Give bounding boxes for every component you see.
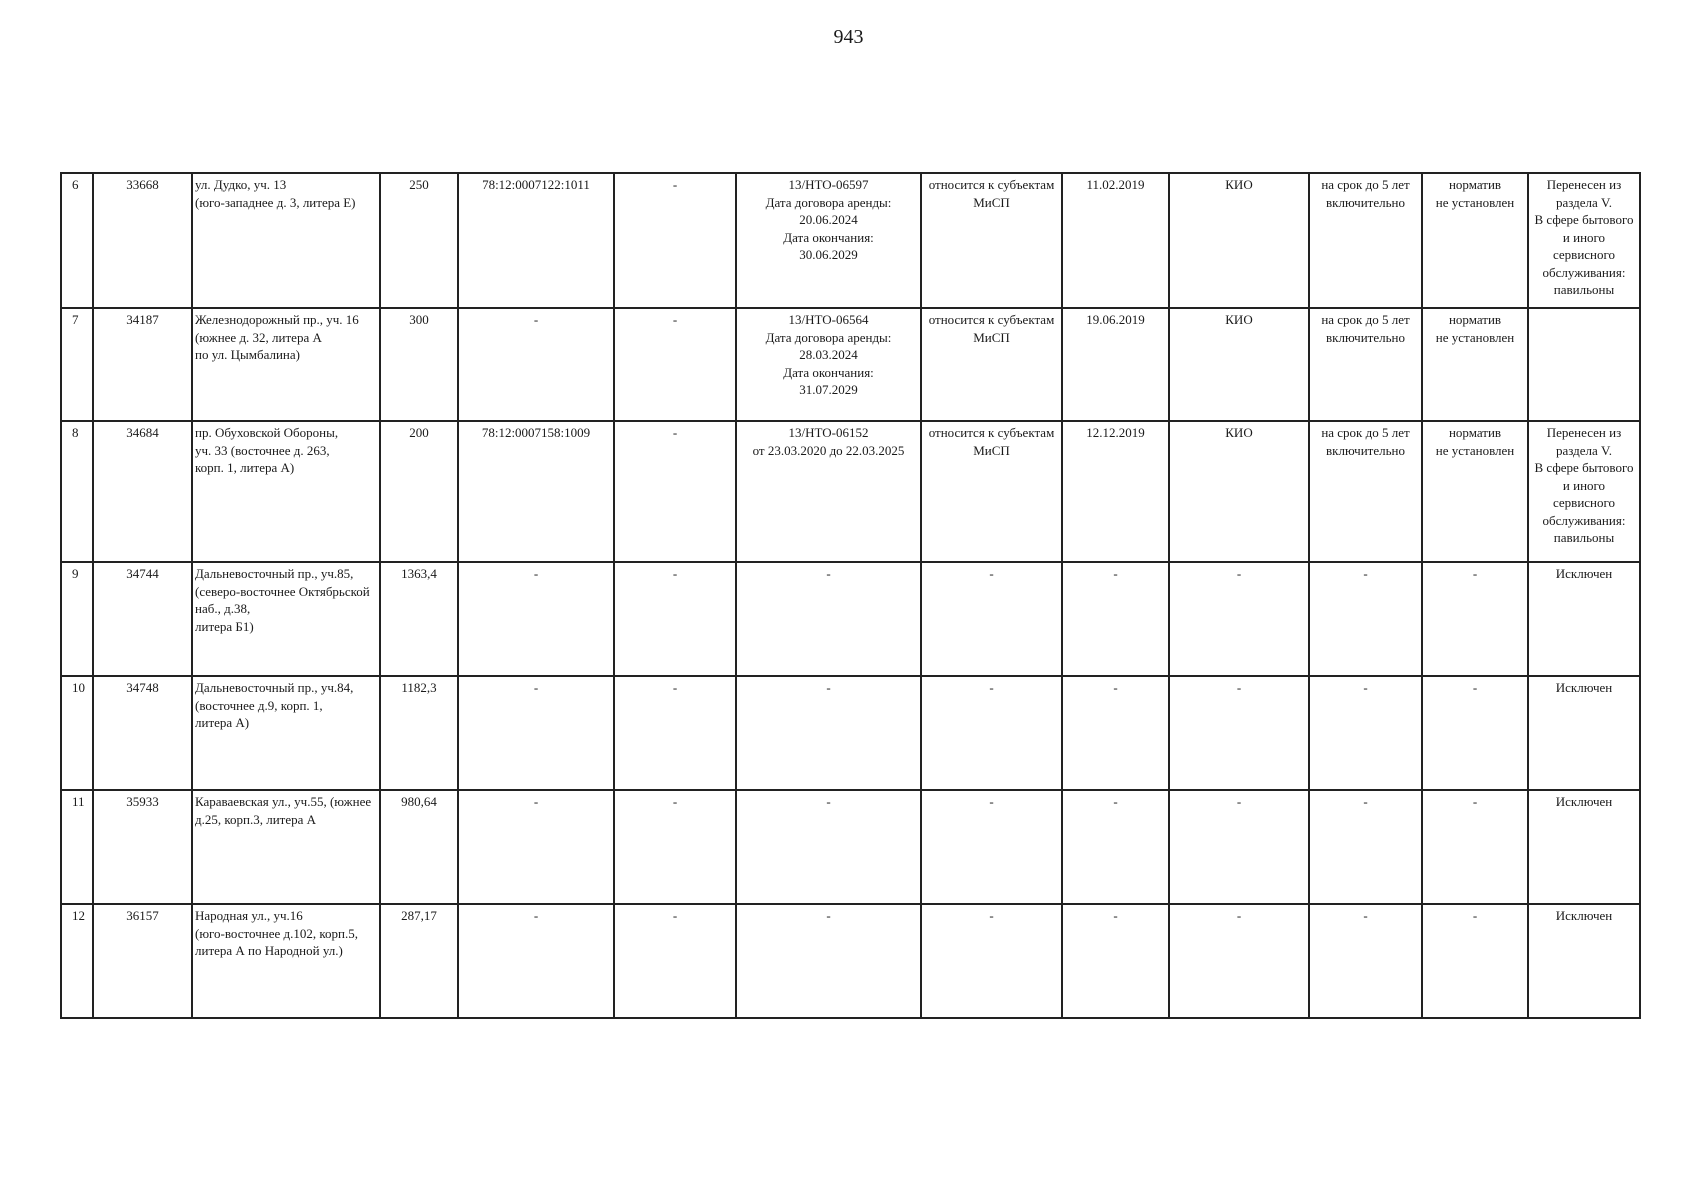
authority: - xyxy=(1169,676,1309,790)
norm: - xyxy=(1422,904,1528,1018)
object-address: пр. Обуховской Обороны, уч. 33 (восточнее д. 263, корп. 1, литера А) xyxy=(192,421,380,562)
cadastral-number: - xyxy=(458,308,614,421)
table-row xyxy=(61,421,1640,562)
object-area: 250 xyxy=(380,173,458,308)
object-code: 33668 xyxy=(93,173,192,308)
business-category: относится к субъектам МиСП xyxy=(921,308,1062,421)
table-row xyxy=(61,676,1640,790)
row-number: 12 xyxy=(61,904,93,1018)
row-number: 9 xyxy=(61,562,93,676)
cadastral-number: - xyxy=(458,790,614,904)
placement-term: - xyxy=(1309,790,1422,904)
column-6-value: - xyxy=(614,308,736,421)
business-category: относится к субъектам МиСП xyxy=(921,173,1062,308)
lease-contract: 13/НТО-06152 от 23.03.2020 до 22.03.2025 xyxy=(736,421,921,562)
inclusion-date: - xyxy=(1062,676,1169,790)
authority: - xyxy=(1169,904,1309,1018)
table-row xyxy=(61,308,1640,421)
cadastral-number: - xyxy=(458,676,614,790)
table-row xyxy=(61,790,1640,904)
column-6-value: - xyxy=(614,790,736,904)
table-row xyxy=(61,562,1640,676)
lease-contract: 13/НТО-06597 Дата договора аренды: 20.06.2024 Дата окончания: 30.06.2029 xyxy=(736,173,921,308)
cadastral-number: 78:12:0007122:1011 xyxy=(458,173,614,308)
row-number: 10 xyxy=(61,676,93,790)
note: Исключен xyxy=(1528,562,1640,676)
row-number: 8 xyxy=(61,421,93,562)
inclusion-date: - xyxy=(1062,562,1169,676)
placement-term: на срок до 5 лет включительно xyxy=(1309,421,1422,562)
cadastral-number: - xyxy=(458,904,614,1018)
column-6-value: - xyxy=(614,562,736,676)
table-row xyxy=(61,173,1640,308)
object-address: Дальневосточный пр., уч.85, (северо-восточнее Октябрьской наб., д.38, литера Б1) xyxy=(192,562,380,676)
object-code: 34748 xyxy=(93,676,192,790)
cadastral-number: 78:12:0007158:1009 xyxy=(458,421,614,562)
object-address: Народная ул., уч.16 (юго-восточнее д.102, корп.5, литера А по Народной ул.) xyxy=(192,904,380,1018)
object-code: 34684 xyxy=(93,421,192,562)
object-area: 300 xyxy=(380,308,458,421)
lease-contract: - xyxy=(736,904,921,1018)
note: Перенесен из раздела V. В сфере бытового и иного сервисного обслуживания: павильоны xyxy=(1528,173,1640,308)
object-area: 287,17 xyxy=(380,904,458,1018)
column-6-value: - xyxy=(614,676,736,790)
business-category: относится к субъектам МиСП xyxy=(921,421,1062,562)
placement-term: - xyxy=(1309,676,1422,790)
registry-body xyxy=(61,173,1640,1018)
business-category: - xyxy=(921,562,1062,676)
row-number: 6 xyxy=(61,173,93,308)
cadastral-number: - xyxy=(458,562,614,676)
note: Исключен xyxy=(1528,904,1640,1018)
business-category: - xyxy=(921,676,1062,790)
inclusion-date: 12.12.2019 xyxy=(1062,421,1169,562)
placement-term: на срок до 5 лет включительно xyxy=(1309,308,1422,421)
object-area: 1182,3 xyxy=(380,676,458,790)
object-area: 1363,4 xyxy=(380,562,458,676)
lease-contract: 13/НТО-06564 Дата договора аренды: 28.03.2024 Дата окончания: 31.07.2029 xyxy=(736,308,921,421)
row-number: 11 xyxy=(61,790,93,904)
business-category: - xyxy=(921,904,1062,1018)
note: Исключен xyxy=(1528,790,1640,904)
inclusion-date: 11.02.2019 xyxy=(1062,173,1169,308)
placement-term: - xyxy=(1309,904,1422,1018)
note xyxy=(1528,308,1640,421)
authority: - xyxy=(1169,790,1309,904)
object-address: Караваевская ул., уч.55, (южнее д.25, корп.3, литера А xyxy=(192,790,380,904)
authority: КИО xyxy=(1169,308,1309,421)
norm: норматив не установлен xyxy=(1422,421,1528,562)
registry-table xyxy=(60,172,1641,1019)
object-address: Железнодорожный пр., уч. 16 (южнее д. 32, литера А по ул. Цымбалина) xyxy=(192,308,380,421)
norm: - xyxy=(1422,676,1528,790)
lease-contract: - xyxy=(736,790,921,904)
object-address: ул. Дудко, уч. 13 (юго-западнее д. 3, литера Е) xyxy=(192,173,380,308)
business-category: - xyxy=(921,790,1062,904)
object-address: Дальневосточный пр., уч.84, (восточнее д.9, корп. 1, литера А) xyxy=(192,676,380,790)
object-code: 35933 xyxy=(93,790,192,904)
norm: норматив не установлен xyxy=(1422,308,1528,421)
column-6-value: - xyxy=(614,173,736,308)
table-row xyxy=(61,904,1640,1018)
norm: - xyxy=(1422,790,1528,904)
inclusion-date: 19.06.2019 xyxy=(1062,308,1169,421)
object-area: 200 xyxy=(380,421,458,562)
authority: - xyxy=(1169,562,1309,676)
column-6-value: - xyxy=(614,904,736,1018)
norm: - xyxy=(1422,562,1528,676)
object-code: 36157 xyxy=(93,904,192,1018)
object-code: 34744 xyxy=(93,562,192,676)
object-code: 34187 xyxy=(93,308,192,421)
placement-term: на срок до 5 лет включительно xyxy=(1309,173,1422,308)
authority: КИО xyxy=(1169,421,1309,562)
norm: норматив не установлен xyxy=(1422,173,1528,308)
column-6-value: - xyxy=(614,421,736,562)
page-number: 943 xyxy=(833,26,864,48)
row-number: 7 xyxy=(61,308,93,421)
note: Перенесен из раздела V. В сфере бытового и иного сервисного обслуживания: павильоны xyxy=(1528,421,1640,562)
lease-contract: - xyxy=(736,562,921,676)
inclusion-date: - xyxy=(1062,790,1169,904)
authority: КИО xyxy=(1169,173,1309,308)
lease-contract: - xyxy=(736,676,921,790)
inclusion-date: - xyxy=(1062,904,1169,1018)
object-area: 980,64 xyxy=(380,790,458,904)
placement-term: - xyxy=(1309,562,1422,676)
note: Исключен xyxy=(1528,676,1640,790)
